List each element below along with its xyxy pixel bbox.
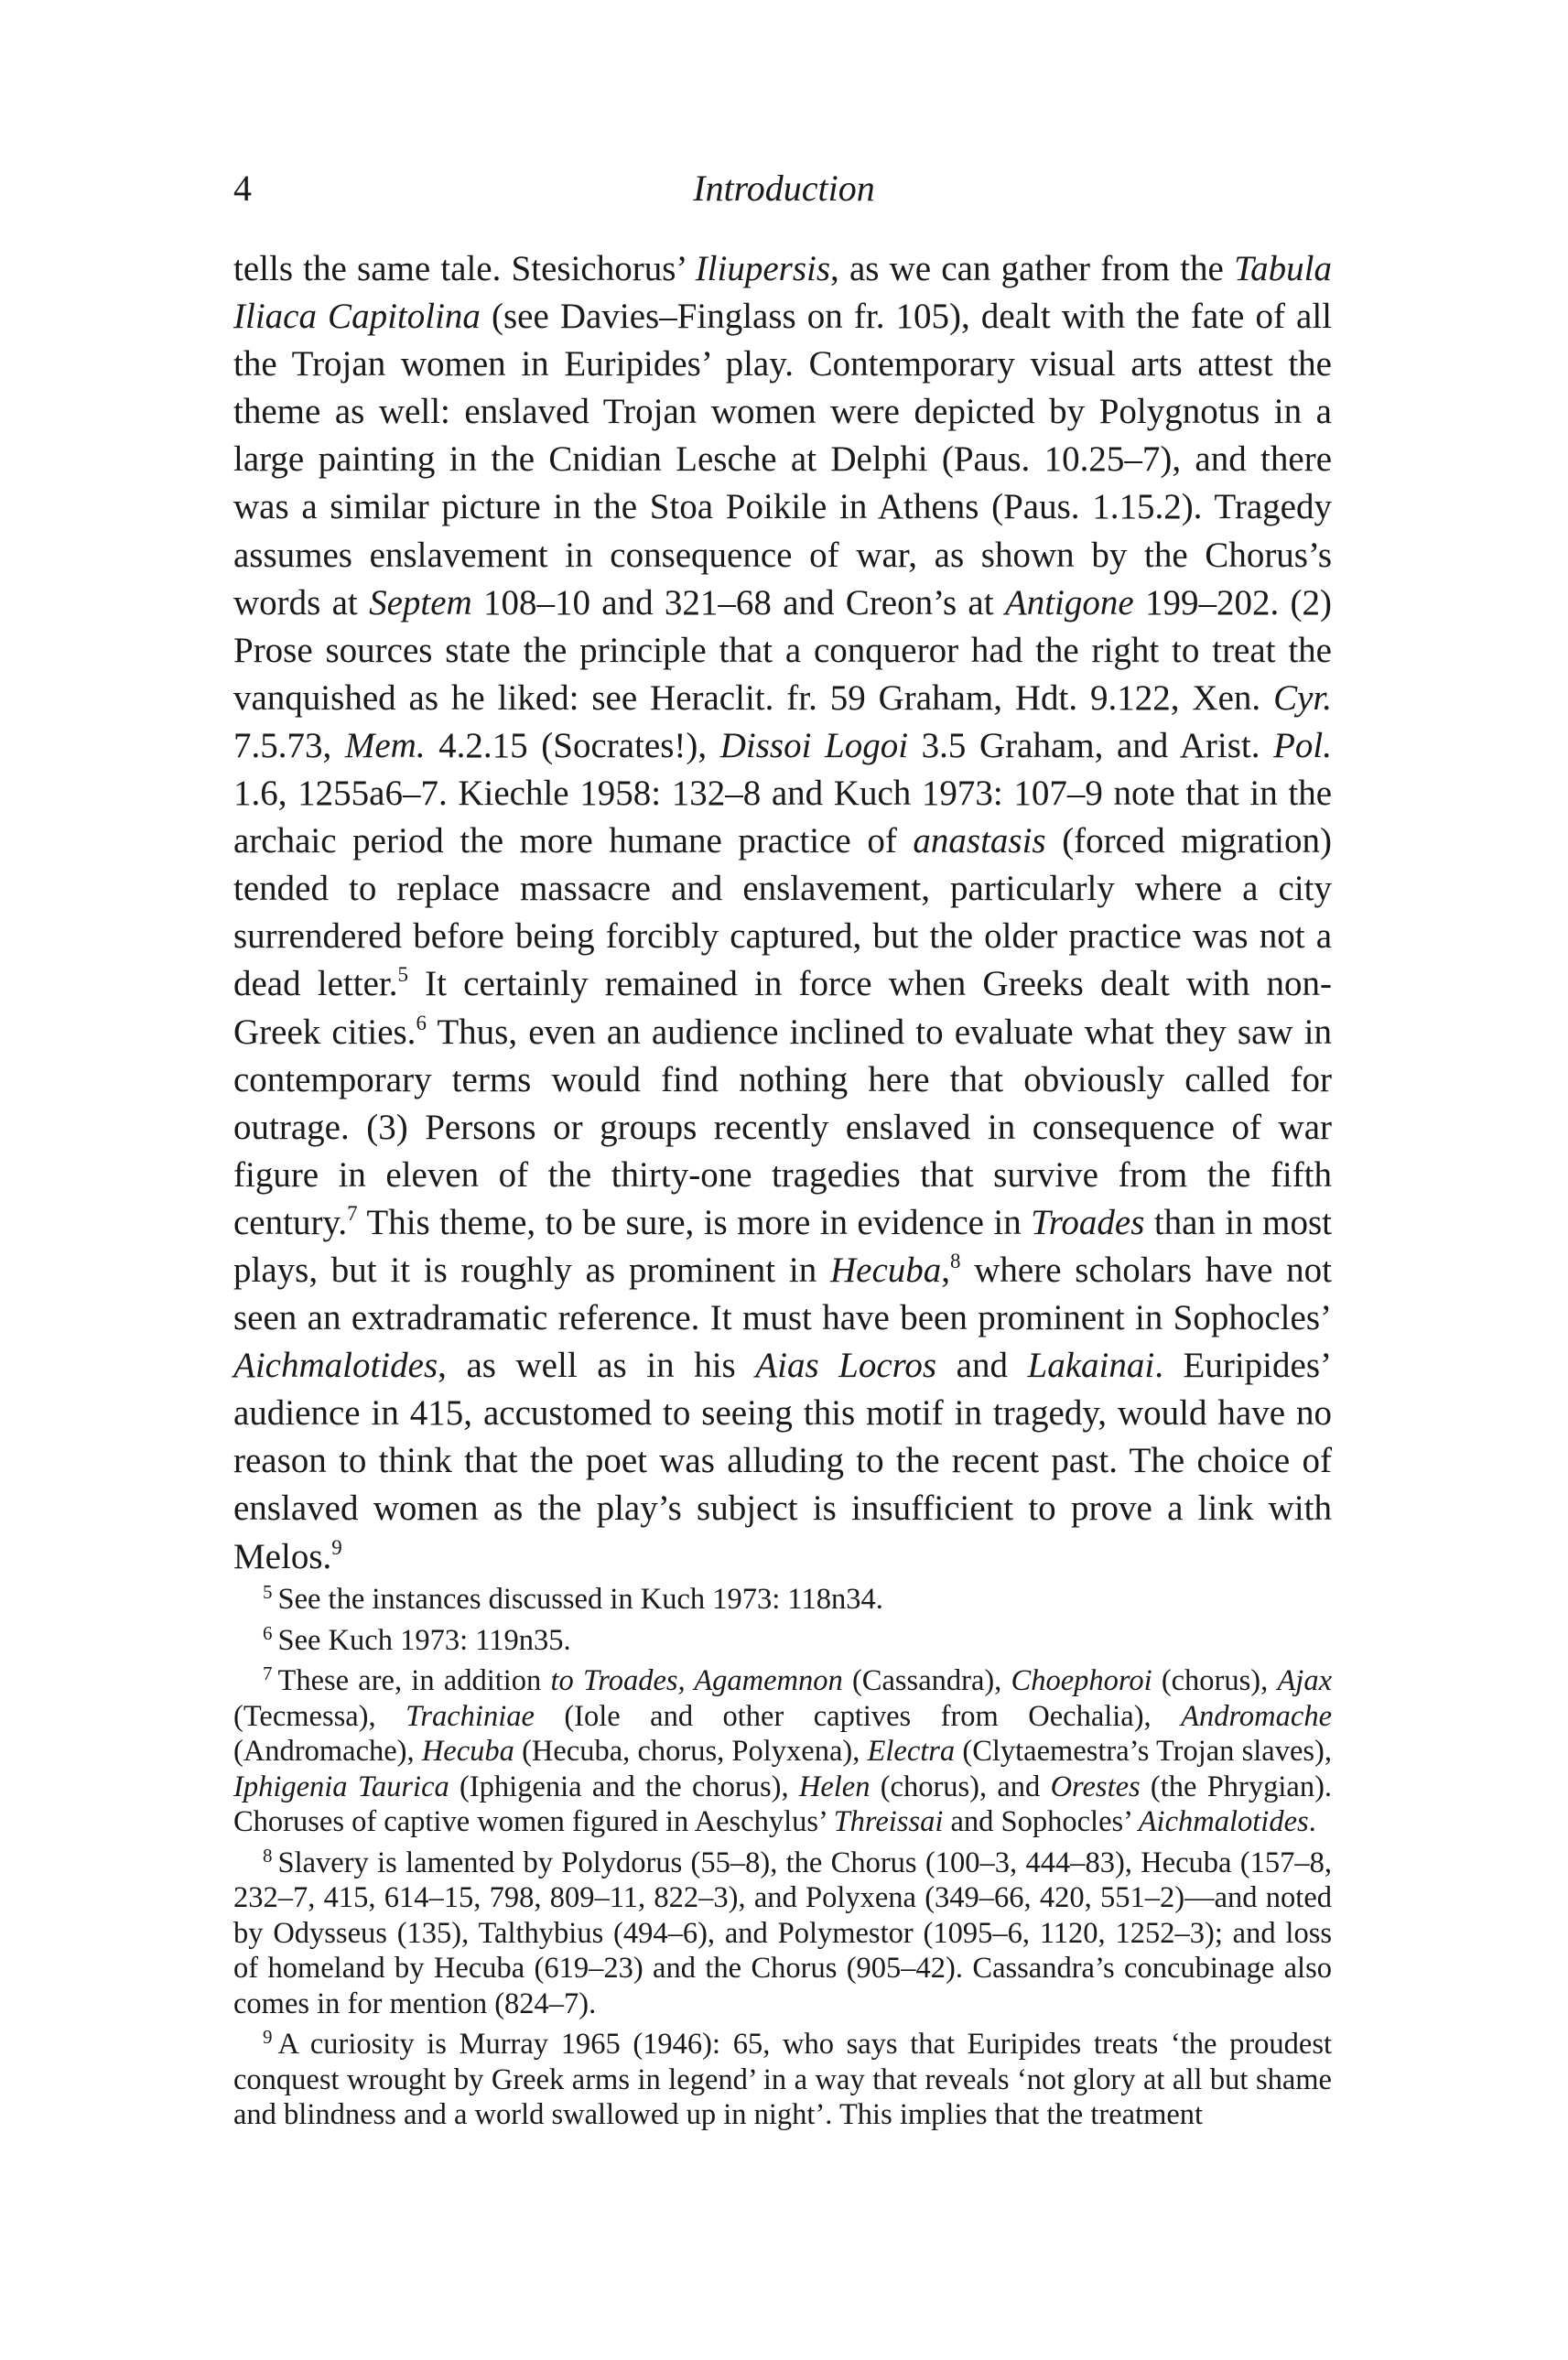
footnotes — [233, 1582, 1332, 2138]
footnote-9: $^9$ A curiosity is Murray 1965 (1946): 65, who says that Euripides treats ‘the proudest conquest wrought by Greek arms in legend’ in a way that reveals ‘not glory at all but shame and blindness and a world swallowed up in night’. This implies that the treatment — [233, 2026, 1332, 2131]
footnote-number: 5 — [263, 1581, 273, 1603]
footnote-number: 8 — [263, 1844, 273, 1867]
footnote-number: 6 — [263, 1621, 273, 1644]
footnote-number: 9 — [263, 2026, 273, 2048]
running-head: Introduction — [693, 168, 875, 209]
footnote-5: $^5$ See the instances discussed in Kuch 1973: 118n34. — [263, 1581, 883, 1616]
footnote-ref-9: 9 — [331, 1535, 342, 1559]
footnote-ref-8: 8 — [950, 1249, 961, 1272]
footnote-6: $^6$ See Kuch 1973: 119n35. — [263, 1621, 571, 1657]
footnote-ref-6: 6 — [416, 1011, 427, 1034]
footnote-number: 7 — [263, 1662, 273, 1684]
footnote-ref-5: 5 — [397, 963, 408, 987]
body-paragraph: tells the same tale. Stesichorus’ Iliupersis, as we can gather from the Tabula Iliaca Capitolina (see Davies–Finglass on fr. 105), dealt with the fate of all the Trojan women in Euripides’ play. Contemporary visual arts attest the theme as well: enslaved Trojan women were depicted by Polygnotus in a large painting in the Cnidian Lesche at Delphi (Paus. 10.25–7), and there was a similar picture in the Stoa Poikile in Athens (Paus. 1.15.2). Tragedy assumes enslavement in consequence of war, as shown by the Chorus’s words at Septem 108–10 and 321–68 and Creon’s at Antigone 199–202. (2) Prose sources state the principle that a conqueror had the right to treat the vanquished as he liked: see Heraclit. fr. 59 Graham, Hdt. 9.122, Xen. Cyr. 7.5.73, Mem. 4.2.15 (Socrates!), Dissoi Logoi 3.5 Graham, and Arist. Pol. 1.6, 1255a6–7. Kiechle 1958: 132–8 and Kuch 1973: 107–9 note that in the archaic period the more humane practice of anastasis (forced migration) tended to replace massacre and enslavement, particularly where a city surrendered before being forcibly captured, but the older practice was not a dead letter.$^5$ It certainly remained in force when Greeks dealt with non-Greek cities.$^6$ Thus, even an audience inclined to evaluate what they saw in contemporary terms would find nothing here that obviously called for outrage. (3) Persons or groups recently enslaved in consequence of war figure in eleven of the thirty-one tragedies that survive from the fifth century.$^7$ This theme, to be sure, is more in evidence in Troades than in most plays, but it is roughly as prominent in Hecuba,$^8$ where scholars have not seen an extradramatic reference. It must have been prominent in Sophocles’ Aichmalotides, as well as in his Aias Locros and Lakainai. Euripides’ audience in 415, accustomed to seeing this motif in tragedy, would have no reason to think that the poet was alluding to the recent past. The choice of enslaved women as the play’s subject is insufficient to prove a link with Melos.$^9$ — [233, 249, 1333, 1576]
footnote-8: $^8$ Slavery is lamented by Polydorus (55–8), the Chorus (100–3, 444–83), Hecuba (157–8, 232–7, 415, 614–15, 798, 809–11, 822–3), and Polyxena (349–66, 420, 551–2)—and noted by Odysseus (135), Talthybius (494–6), and Polymestor (1095–6, 1120, 1252–3); and loss of homeland by Hecuba (619–23) and the Chorus (905–42). Cassandra’s concubinage also comes in for mention (824–7). — [233, 1844, 1332, 2020]
footnote-7: $^7$ These are, in addition to Troades, Agamemnon (Cassandra), Choephoroi (chorus), Ajax (Tecmessa), Trachiniae (Iole and other captives from Oechalia), Andromache (Andromache), Hecuba (Hecuba, chorus, Polyxena), Electra (Clytaemestra’s Trojan slaves), Iphigenia Taurica (Iphigenia and the chorus), Helen (chorus), and Orestes (the Phrygian). Choruses of captive women figured in Aeschylus’ Threissai and Sophocles’ Aichmalotides. — [233, 1662, 1333, 1838]
footnote-ref-7: 7 — [347, 1201, 358, 1225]
page-number: 4 — [233, 168, 252, 209]
